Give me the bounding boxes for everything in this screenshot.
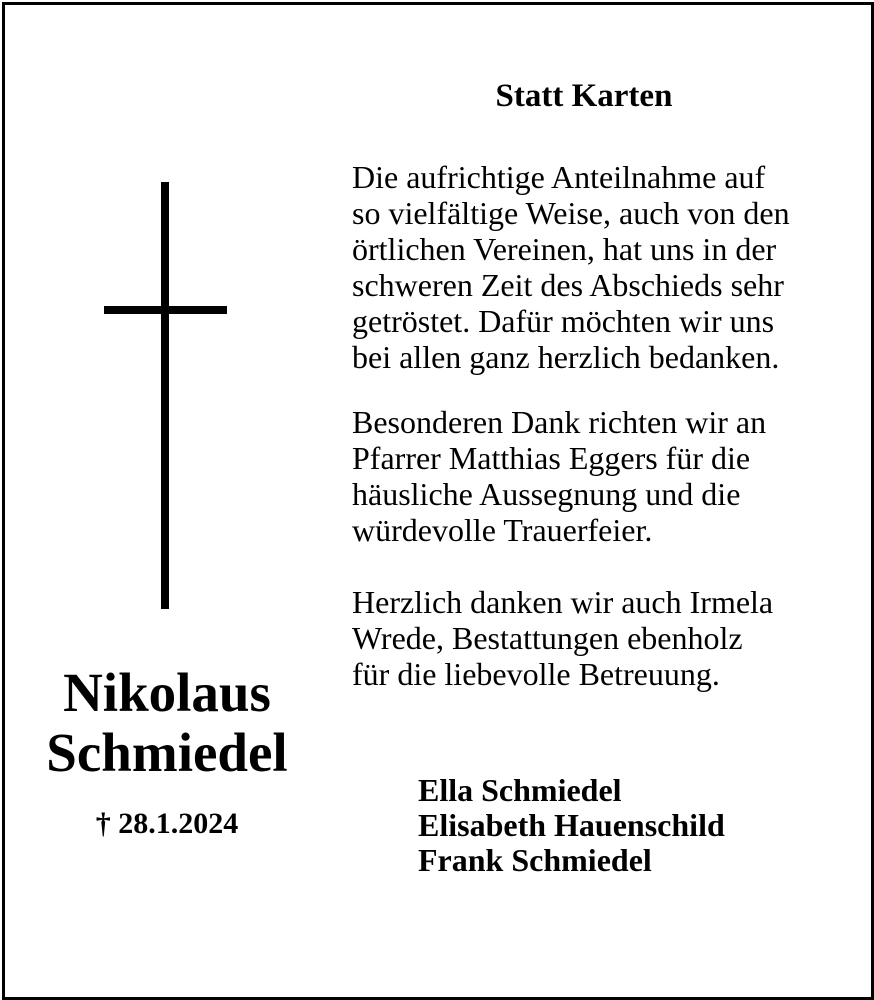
paragraph-line: häusliche Aussegnung und die xyxy=(352,476,741,512)
paragraph-line: getröstet. Dafür möchten wir uns xyxy=(352,303,775,339)
notice-heading: Statt Karten xyxy=(495,78,673,114)
paragraph-line: würdevolle Trauerfeier. xyxy=(352,512,653,548)
paragraph-line: schweren Zeit des Abschieds sehr xyxy=(352,267,784,303)
thanks-paragraph-pastor xyxy=(352,404,852,548)
paragraph-line: Die aufrichtige Anteilnahme auf xyxy=(352,159,766,195)
death-date: † 28.1.2024 xyxy=(95,807,239,840)
paragraph-line: Wrede, Bestattungen ebenholz xyxy=(352,620,743,656)
cross-vertical-bar xyxy=(161,182,169,609)
deceased-last-name: Schmiedel xyxy=(46,722,288,783)
paragraph-line: bei allen ganz herzlich bedanken. xyxy=(352,339,780,375)
signatory-name: Elisabeth Hauenschild xyxy=(418,807,725,843)
signatories xyxy=(418,773,858,878)
paragraph-line: Besonderen Dank richten wir an xyxy=(352,404,767,440)
paragraph-line: Pfarrer Matthias Eggers für die xyxy=(352,440,751,476)
thanks-paragraph-undertaker xyxy=(352,584,852,692)
signatory-name: Frank Schmiedel xyxy=(418,842,652,878)
thanks-paragraph-general xyxy=(352,159,852,375)
paragraph-line: so vielfältige Weise, auch von den xyxy=(352,195,790,231)
cross-horizontal-bar xyxy=(104,306,227,314)
signatory-name: Ella Schmiedel xyxy=(418,772,622,808)
paragraph-line: örtlichen Vereinen, hat uns in der xyxy=(352,231,777,267)
paragraph-line: für die liebevolle Betreuung. xyxy=(352,656,720,692)
paragraph-line: Herzlich danken wir auch Irmela xyxy=(352,584,774,620)
deceased-first-name: Nikolaus xyxy=(63,662,271,723)
